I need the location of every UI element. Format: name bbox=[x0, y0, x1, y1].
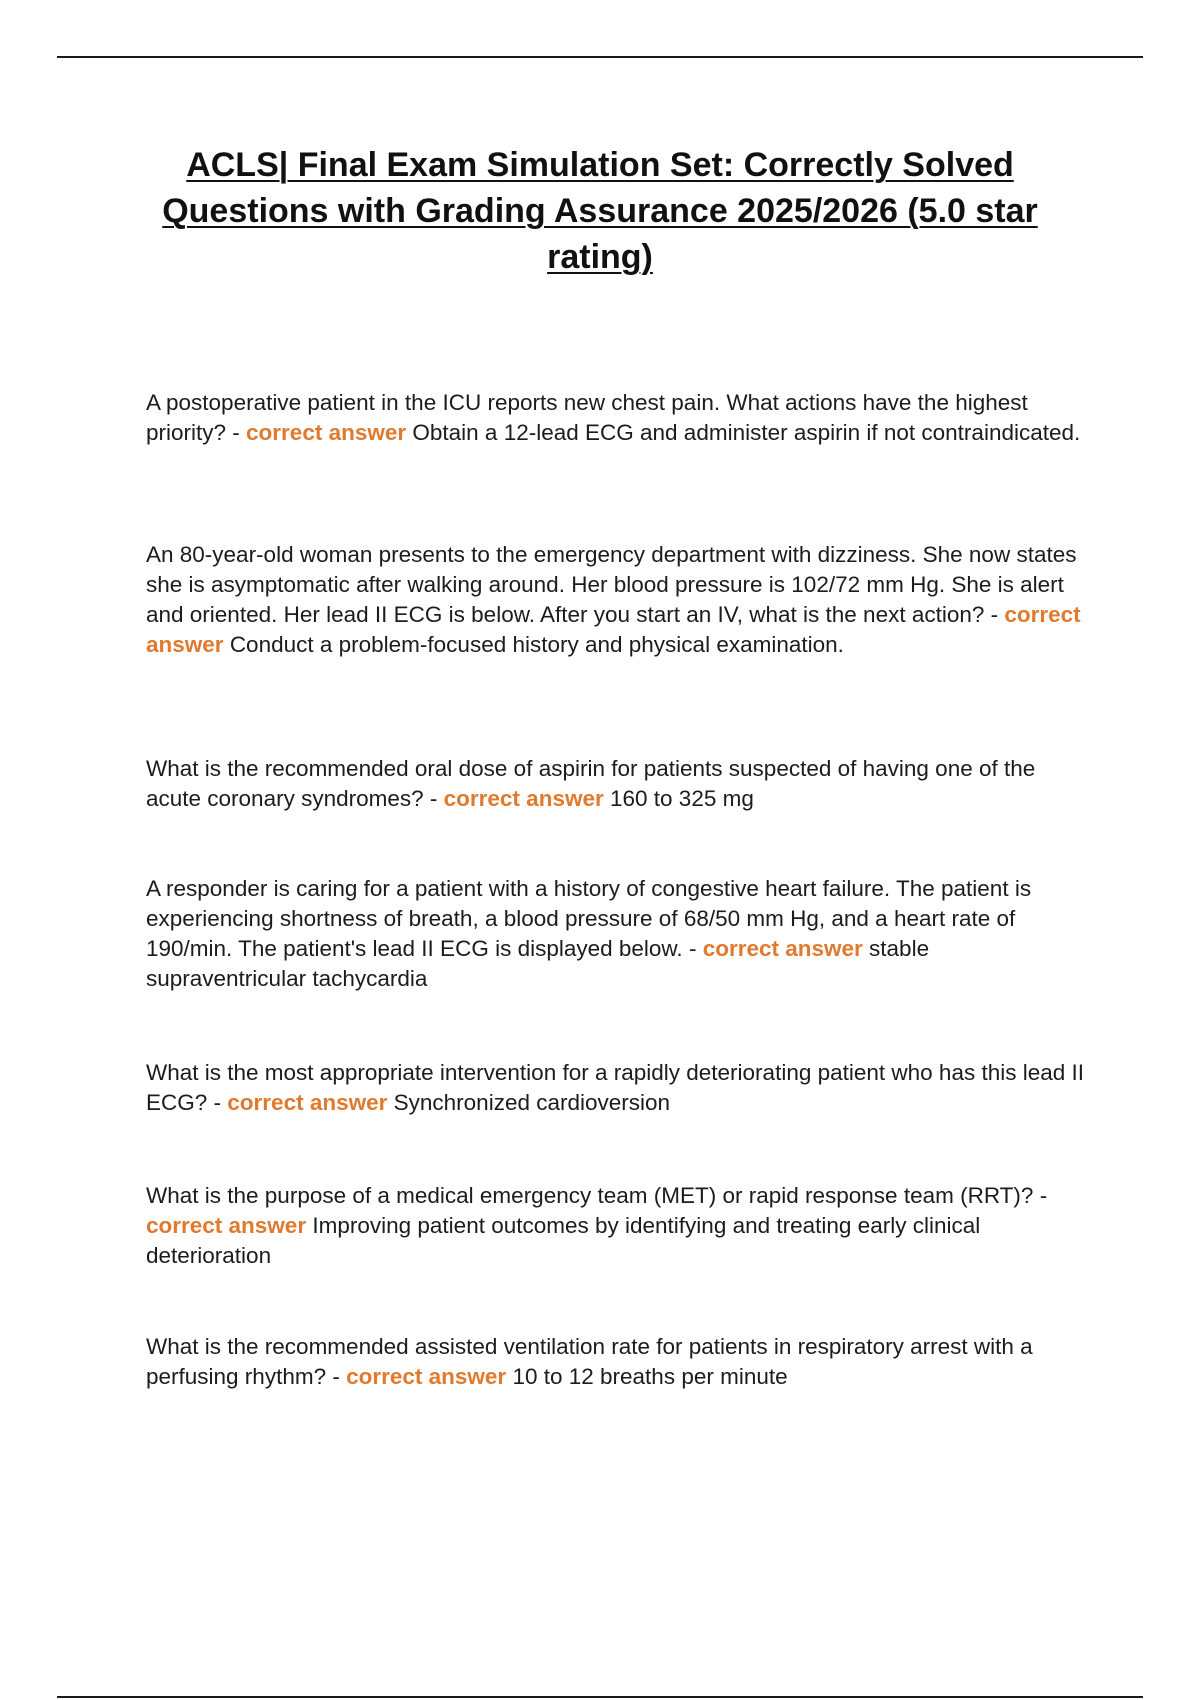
separator: - bbox=[226, 420, 247, 445]
question-text: What is the purpose of a medical emergency team (MET) or rapid response team (RRT)? bbox=[146, 1183, 1034, 1208]
question-text: What is the most appropriate intervention for a rapidly deteriorating patient who has this lead II ECG? bbox=[146, 1060, 1085, 1115]
question-text: What is the recommended assisted ventilation rate for patients in respiratory arrest with a perfusing rhythm? bbox=[146, 1334, 1033, 1389]
qa-item bbox=[146, 388, 1086, 448]
question-text: What is the recommended oral dose of aspirin for patients suspected of having one of the acute coronary syndromes? bbox=[146, 756, 1036, 811]
answer-text: stable supraventricular tachycardia bbox=[146, 936, 930, 991]
separator: - bbox=[207, 1090, 228, 1115]
answer-label: correct answer bbox=[146, 602, 1081, 657]
qa-item bbox=[146, 1058, 1086, 1118]
document-title: ACLS| Final Exam Simulation Set: Correctly Solved Questions with Grading Assurance 2025/2026 (5.0 star rating) bbox=[162, 146, 1038, 276]
separator: - bbox=[984, 602, 1005, 627]
answer-text: 10 to 12 breaths per minute bbox=[512, 1364, 788, 1389]
qa-item bbox=[146, 754, 1086, 814]
answer-text: Synchronized cardioversion bbox=[393, 1090, 671, 1115]
question-text: An 80-year-old woman presents to the emergency department with dizziness. She now states she is asymptomatic after walking around. Her blood pressure is 102/72 mm Hg. She is alert and oriented. Her lead II ECG is below. After you start an IV, what is the next action? bbox=[146, 542, 1077, 627]
answer-label: correct answer bbox=[227, 1090, 388, 1115]
bottom-divider bbox=[57, 1696, 1143, 1698]
answer-label: correct answer bbox=[702, 936, 863, 961]
question-text: A responder is caring for a patient with a history of congestive heart failure. The patient is experiencing shortness of breath, a blood pressure of 68/50 mm Hg, and a heart rate of 190/min. The patient's lead II ECG is displayed below. bbox=[146, 876, 1032, 961]
separator: - bbox=[1033, 1183, 1048, 1208]
answer-label: correct answer bbox=[146, 1213, 307, 1238]
answer-label: correct answer bbox=[346, 1364, 507, 1389]
answer-text: 160 to 325 mg bbox=[610, 786, 754, 811]
qa-item bbox=[146, 1332, 1086, 1392]
answer-text: Improving patient outcomes by identifying and treating early clinical deterioration bbox=[146, 1213, 981, 1268]
answer-text: Obtain a 12-lead ECG and administer aspirin if not contraindicated. bbox=[412, 420, 1081, 445]
question-text: A postoperative patient in the ICU reports new chest pain. What actions have the highest priority? bbox=[146, 390, 1028, 445]
top-divider bbox=[57, 56, 1143, 58]
qa-item bbox=[146, 540, 1086, 660]
separator: - bbox=[423, 786, 444, 811]
separator: - bbox=[682, 936, 703, 961]
answer-text: Conduct a problem-focused history and physical examination. bbox=[229, 632, 844, 657]
qa-item bbox=[146, 1181, 1086, 1271]
answer-label: correct answer bbox=[443, 786, 604, 811]
answer-label: correct answer bbox=[246, 420, 407, 445]
qa-item bbox=[146, 874, 1086, 994]
separator: - bbox=[326, 1364, 347, 1389]
